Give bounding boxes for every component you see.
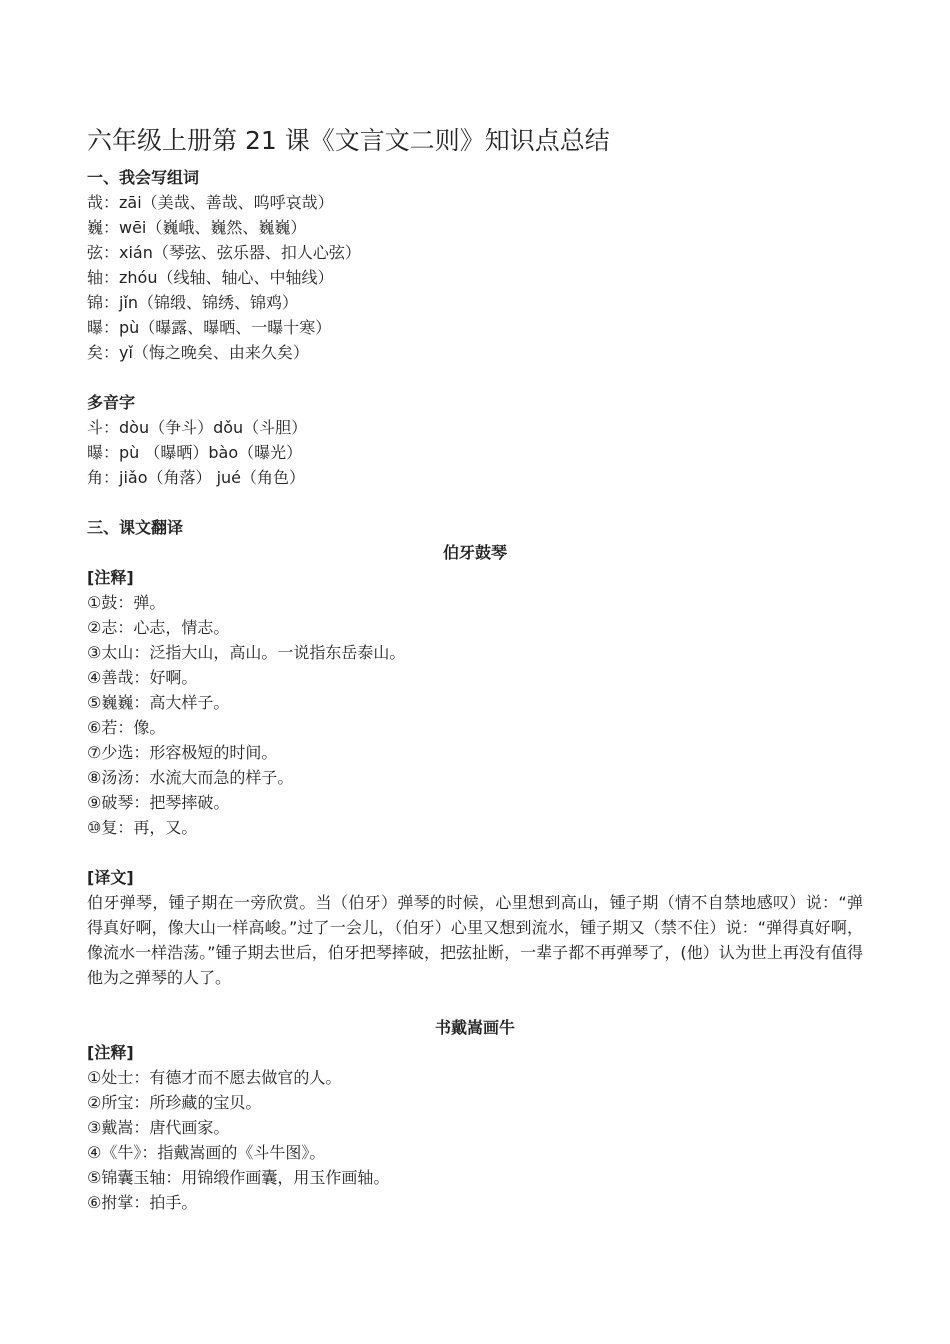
word-list — [87, 190, 863, 365]
list-item: 弦：xián（琴弦、弦乐器、扣人心弦） — [87, 243, 361, 262]
note-item: ①鼓：弹。 — [87, 593, 166, 612]
notes-list — [87, 1065, 863, 1215]
page-title: 六年级上册第 21 课《文言文二则》知识点总结 — [87, 126, 610, 155]
document-body — [87, 165, 863, 1215]
section-heading-polyphones: 多音字 — [87, 393, 136, 412]
notes-label: [注释] — [87, 568, 134, 587]
list-item: 锦：jǐn（锦缎、锦绣、锦鸡） — [87, 293, 299, 312]
list-item: 曝：pù （曝晒）bào（曝光） — [87, 443, 303, 462]
list-item: 轴：zhóu（线轴、轴心、中轴线） — [87, 268, 334, 287]
text-title-boya: 伯牙鼓琴 — [442, 543, 507, 562]
note-item: ①处士：有德才而不愿去做官的人。 — [87, 1068, 342, 1087]
section-heading-translation: 三、课文翻译 — [87, 518, 184, 537]
note-item: ⑤锦囊玉轴：用锦缎作画囊，用玉作画轴。 — [87, 1168, 390, 1187]
note-item: ⑥若：像。 — [87, 718, 166, 737]
note-item: ⑩复：再，又。 — [87, 818, 198, 837]
note-item: ⑨破琴：把琴摔破。 — [87, 793, 230, 812]
list-item: 哉：zāi（美哉、善哉、呜呼哀哉） — [87, 193, 334, 212]
text-title-daisong: 书戴嵩画牛 — [434, 1018, 515, 1037]
note-item: ③太山：泛指大山，高山。一说指东岳泰山。 — [87, 643, 406, 662]
note-item: ②所宝：所珍藏的宝贝。 — [87, 1093, 262, 1112]
list-item: 巍：wēi（巍峨、巍然、巍巍） — [87, 218, 307, 237]
polyphone-list — [87, 415, 863, 490]
note-item: ④《牛》：指戴嵩画的《斗牛图》。 — [87, 1143, 326, 1162]
list-item: 角：jiǎo（角落） jué（角色） — [87, 468, 306, 487]
note-item: ⑧汤汤：水流大而急的样子。 — [87, 768, 294, 787]
note-item: ⑥拊掌：拍手。 — [87, 1193, 198, 1212]
note-item: ③戴嵩：唐代画家。 — [87, 1118, 230, 1137]
note-item: ④善哉：好啊。 — [87, 668, 198, 687]
note-item: ⑦少选：形容极短的时间。 — [87, 743, 278, 762]
notes-label: [注释] — [87, 1043, 134, 1062]
list-item: 矣：yǐ（悔之晚矣、由来久矣） — [87, 343, 309, 362]
translation-label: [译文] — [87, 868, 134, 887]
list-item: 曝：pù（曝露、曝晒、一曝十寒） — [87, 318, 332, 337]
list-item: 斗：dòu（争斗）dǒu（斗胆） — [87, 418, 308, 437]
notes-list — [87, 590, 863, 840]
translation-paragraph: 伯牙弹琴，锺子期在一旁欣赏。当（伯牙）弹琴的时候，心里想到高山，锺子期（情不自禁地感叹）说：“弹得真好啊，像大山一样高峻。”过了一会儿，（伯牙）心里又想到流水，锺子期又（禁不住）说：“弹得真好啊，像流水一样浩荡。”锺子期去世后，伯牙把琴摔破，把弦扯断，一辈子都不再弹琴了，(他）认为世上再没有值得他为之弹琴的人了。 — [87, 893, 863, 987]
note-item: ②志：心志，情志。 — [87, 618, 230, 637]
note-item: ⑤巍巍：高大样子。 — [87, 693, 230, 712]
section-heading-write-words: 一、我会写组词 — [87, 168, 200, 187]
